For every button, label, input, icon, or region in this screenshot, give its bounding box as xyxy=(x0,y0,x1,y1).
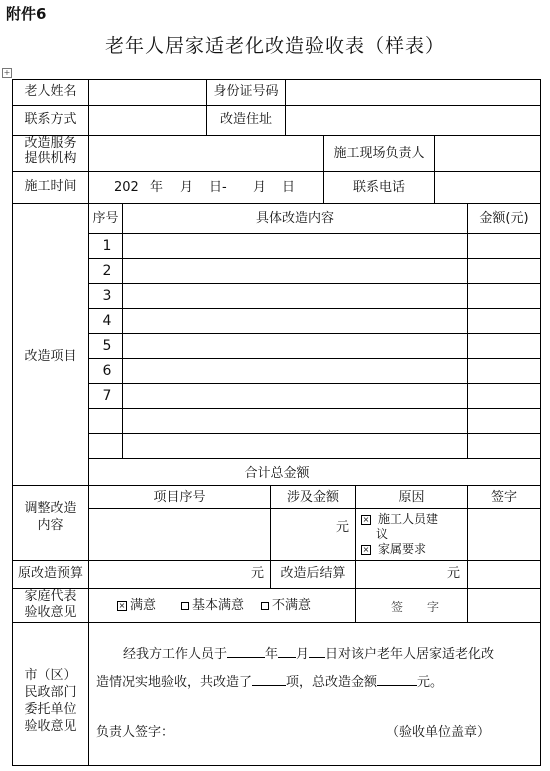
original-budget-label: 原改造预算 xyxy=(17,566,83,581)
provider-label-line1: 改造服务 xyxy=(24,136,77,151)
phone-field[interactable] xyxy=(435,172,540,203)
item-number: 3 xyxy=(102,288,112,304)
elder-name-field[interactable] xyxy=(89,80,206,105)
checkbox-icon[interactable]: × xyxy=(362,544,370,554)
item-number: 1 xyxy=(102,238,112,254)
checkbox-icon[interactable] xyxy=(261,602,269,610)
adjust-label-line2: 内容 xyxy=(37,518,64,533)
adjust-col-reason: 原因 xyxy=(398,490,425,505)
day-unit-end: 日 xyxy=(282,180,296,195)
district-label-line3: 委托单位 xyxy=(24,702,77,717)
checkbox-icon[interactable] xyxy=(181,602,189,610)
phone-label: 联系电话 xyxy=(352,180,405,195)
site-manager-field[interactable] xyxy=(435,136,540,171)
adjust-col-item-no: 项目序号 xyxy=(153,490,206,505)
reason-option-family[interactable] xyxy=(361,541,426,557)
verification-statement-line2: 造情况实地验收，共改造了 项，总改造金额 元。 xyxy=(96,671,443,691)
address-field[interactable] xyxy=(286,106,540,135)
reason-option-construction-label: 施工人员建 xyxy=(378,512,439,526)
adjust-label-line1: 调整改造 xyxy=(24,501,77,516)
site-manager-label: 施工现场负责人 xyxy=(333,146,425,161)
family-sign-field[interactable] xyxy=(468,589,540,622)
opinion-option-unsatisfied[interactable] xyxy=(261,598,311,614)
reason-option-construction[interactable] xyxy=(361,511,438,527)
construction-year[interactable]: 202 xyxy=(114,180,139,195)
month-unit-end: 月 xyxy=(253,180,267,195)
verification-statement-line1: 经我方工作人员于 年 月 日对该户老年人居家适老化改 xyxy=(123,643,494,663)
opinion-option-satisfied-label: 满意 xyxy=(130,598,157,613)
elder-name-label: 老人姓名 xyxy=(24,84,77,99)
construction-time-label: 施工时间 xyxy=(24,179,77,194)
contact-field[interactable] xyxy=(89,106,206,135)
provider-label-line2: 提供机构 xyxy=(24,151,77,166)
date-year-blank[interactable] xyxy=(227,643,265,658)
items-col-no: 序号 xyxy=(92,211,119,226)
district-label-line1: 市（区） xyxy=(24,668,77,683)
item-number: 2 xyxy=(102,263,112,279)
opinion-option-satisfied[interactable] xyxy=(117,598,156,614)
district-label-line4: 验收意见 xyxy=(24,719,77,734)
item-number: 4 xyxy=(102,313,112,329)
final-settlement-label: 改造后结算 xyxy=(280,566,346,581)
item-number: 6 xyxy=(102,363,112,379)
item-number: 5 xyxy=(102,338,112,354)
year-unit: 年 xyxy=(150,180,164,195)
address-label: 改造住址 xyxy=(219,112,272,127)
opinion-option-basic-label: 基本满意 xyxy=(192,598,245,613)
attachment-number: 附件6 xyxy=(6,5,47,23)
total-amount-blank[interactable] xyxy=(377,671,417,686)
renovation-items-label: 改造项目 xyxy=(24,349,77,364)
adjust-col-amount: 涉及金额 xyxy=(286,490,339,505)
checkbox-icon[interactable]: × xyxy=(118,600,126,610)
adjust-amount-unit: 元 xyxy=(336,520,350,535)
district-label-line2: 民政部门 xyxy=(24,685,77,700)
reason-option-family-label: 家属要求 xyxy=(378,542,427,556)
total-amount-field[interactable] xyxy=(468,459,540,485)
original-budget-unit: 元 xyxy=(251,566,265,581)
table-move-handle-icon[interactable]: + xyxy=(3,68,11,77)
item-count-blank[interactable] xyxy=(252,671,286,686)
opinion-option-unsatisfied-label: 不满意 xyxy=(272,598,312,613)
id-number-field[interactable] xyxy=(286,80,540,105)
adjust-col-sign: 签字 xyxy=(490,490,517,505)
items-col-amount: 金额(元) xyxy=(479,211,529,226)
contact-label: 联系方式 xyxy=(24,112,77,127)
manager-sign-label: 负责人签字： xyxy=(96,725,175,740)
reason-option-construction-cont: 议 xyxy=(376,527,389,541)
provider-field[interactable] xyxy=(89,136,323,171)
date-month-blank[interactable] xyxy=(278,643,296,658)
total-amount-label: 合计总金额 xyxy=(244,466,310,481)
day-unit-start: 日- xyxy=(209,180,227,195)
opinion-option-basic[interactable] xyxy=(181,598,244,614)
item-number: 7 xyxy=(102,388,112,404)
month-unit-start: 月 xyxy=(180,180,194,195)
checkbox-icon[interactable]: × xyxy=(362,514,370,524)
family-opinion-label-line2: 验收意见 xyxy=(24,605,77,620)
family-opinion-label-line1: 家庭代表 xyxy=(24,589,77,604)
id-number-label: 身份证号码 xyxy=(213,84,279,99)
family-sign-label: 签 字 xyxy=(391,600,440,614)
final-settlement-unit: 元 xyxy=(447,566,461,581)
items-col-content: 具体改造内容 xyxy=(255,211,334,226)
seal-label: （验收单位盖章） xyxy=(386,725,491,740)
date-day-blank[interactable] xyxy=(309,643,325,658)
page-title: 老年人居家适老化改造验收表（样表） xyxy=(104,35,445,57)
